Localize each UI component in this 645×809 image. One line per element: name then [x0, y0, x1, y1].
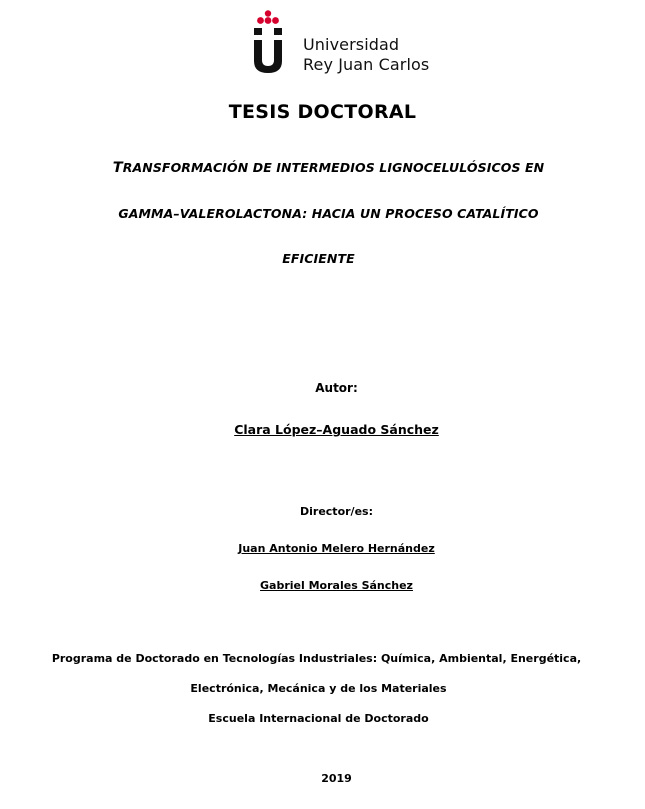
author-label: Autor: — [315, 381, 358, 395]
thesis-title-line-3: EFICIENTE — [282, 251, 355, 266]
doctoral-program-line-1: Programa de Doctorado en Tecnologías Industriales: Química, Ambiental, Energética, — [51, 652, 582, 665]
university-crest-icon — [251, 10, 285, 74]
director-name: Juan Antonio Melero Hernández — [238, 542, 435, 555]
thesis-title-line-2: GAMMA–VALEROLACTONA: HACIA UN PROCESO CATALÍTICO — [118, 206, 539, 221]
directors-label: Director/es: — [300, 505, 373, 518]
document-type: TESIS DOCTORAL — [228, 101, 417, 123]
thesis-year: 2019 — [321, 772, 352, 785]
university-name-line-2: Rey Juan Carlos — [303, 55, 430, 74]
director-name: Gabriel Morales Sánchez — [260, 579, 413, 592]
university-logo — [251, 10, 451, 76]
author-name: Clara López–Aguado Sánchez — [234, 422, 439, 437]
title-initial: T — [112, 160, 123, 176]
university-name-line-1: Universidad — [303, 35, 400, 54]
title-line-1-text: RANSFORMACIÓN DE INTERMEDIOS LIGNOCELULÓSICOS EN — [122, 160, 545, 175]
doctoral-school: Escuela Internacional de Doctorado — [208, 712, 429, 725]
doctoral-program-line-2: Electrónica, Mecánica y de los Materiales — [190, 682, 447, 695]
university-name — [303, 35, 429, 75]
thesis-title-line-1 — [6, 160, 645, 176]
